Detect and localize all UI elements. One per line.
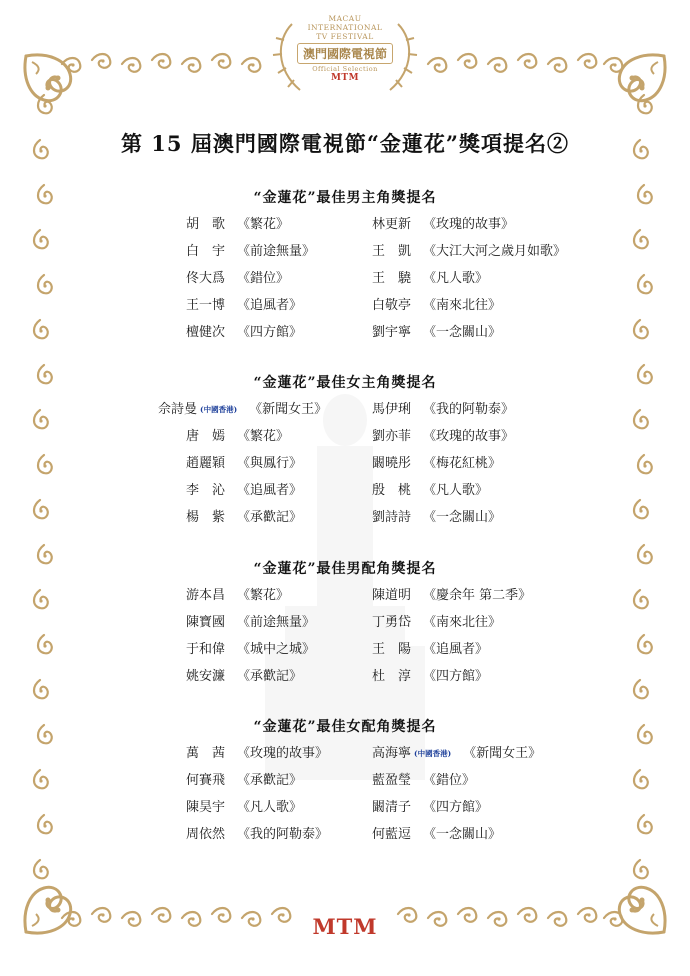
nominee-work: 《城中之城》 xyxy=(237,642,316,657)
corner-top-right xyxy=(619,55,665,101)
nominee-name: 杜 淳 xyxy=(372,669,412,684)
nominee-name: 王 驍 xyxy=(372,271,412,286)
nominee-name: 陳道明 xyxy=(372,588,412,603)
nominee-name: 佘詩曼 xyxy=(158,402,198,417)
nominee-work: 《承歡記》 xyxy=(237,773,303,788)
section-best-actor xyxy=(0,185,690,346)
table-row xyxy=(0,292,690,319)
table-row xyxy=(0,821,690,848)
nominee-name: 胡 歌 xyxy=(186,217,226,232)
nominee-name: 白 宇 xyxy=(186,244,226,259)
nominee-name: 王 陽 xyxy=(372,642,412,657)
nominee-work: 《追風者》 xyxy=(237,298,303,313)
festival-emblem xyxy=(279,14,411,98)
nominee-name: 于和偉 xyxy=(186,642,226,657)
nominee-work: 《錯位》 xyxy=(423,773,476,788)
nominee-work: 《凡人歌》 xyxy=(423,483,489,498)
section-title: “金蓮花”最佳女主角獎提名 xyxy=(253,375,437,391)
nominee-work: 《玫瑰的故事》 xyxy=(423,217,515,232)
nominee-work: 《我的阿勒泰》 xyxy=(237,827,329,842)
page-title: 第 15 屆澳門國際電視節“金蓮花”獎項提名② xyxy=(120,131,569,156)
nominee-name: 王一博 xyxy=(186,298,226,313)
nominee-work: 《凡人歌》 xyxy=(237,800,303,815)
emblem-line-1: MACAU xyxy=(328,14,362,23)
region-tag: (中國香港) xyxy=(414,749,452,758)
nominee-name: 白敬亭 xyxy=(372,298,412,313)
table-row xyxy=(0,663,690,690)
nominee-name: 何藍逗 xyxy=(372,827,412,842)
nominee-work: 《一念關山》 xyxy=(423,510,502,525)
nominee-work: 《慶余年 第二季》 xyxy=(423,588,532,603)
table-row xyxy=(0,794,690,821)
nominee-work: 《前途無量》 xyxy=(237,615,316,630)
nominee-work: 《繁花》 xyxy=(237,217,290,232)
nominee-work: 《大江大河之歲月如歌》 xyxy=(423,244,567,259)
table-row xyxy=(0,423,690,450)
section-best-supporting-actress xyxy=(0,714,690,848)
nominee-name: 藍盈瑩 xyxy=(372,773,412,788)
nominee-work: 《四方館》 xyxy=(423,669,489,684)
table-row xyxy=(0,319,690,346)
table-row xyxy=(0,477,690,504)
nominee-work: 《我的阿勒泰》 xyxy=(423,402,515,417)
nominee-work: 《南來北往》 xyxy=(423,615,502,630)
table-row xyxy=(0,636,690,663)
nominee-name: 丁勇岱 xyxy=(372,615,412,630)
section-best-supporting-actor xyxy=(0,556,690,690)
nominee-name: 萬 茜 xyxy=(186,746,226,761)
emblem-line-2: INTERNATIONAL xyxy=(307,23,383,32)
table-row xyxy=(0,265,690,292)
table-row xyxy=(0,609,690,636)
nominee-name: 楊 紫 xyxy=(186,510,226,525)
nominee-work: 《玫瑰的故事》 xyxy=(423,429,515,444)
nominee-work: 《新聞女王》 xyxy=(249,402,328,417)
nominee-name: 趙麗穎 xyxy=(186,456,226,471)
nominee-name: 檀健次 xyxy=(186,325,226,340)
emblem-mtm: MTM xyxy=(330,73,360,83)
nominee-name: 殷 桃 xyxy=(372,483,412,498)
region-tag: (中國香港) xyxy=(200,405,238,414)
section-title: “金蓮花”最佳男主角獎提名 xyxy=(253,190,437,206)
table-row xyxy=(0,504,690,531)
nominee-name: 劉宇寧 xyxy=(372,325,412,340)
nominee-name: 游本昌 xyxy=(186,588,226,603)
nominee-name: 闞曉彤 xyxy=(372,456,412,471)
nominee-work: 《新聞女王》 xyxy=(463,746,542,761)
table-row xyxy=(0,767,690,794)
section-title: “金蓮花”最佳女配角獎提名 xyxy=(253,719,437,735)
section-title: “金蓮花”最佳男配角獎提名 xyxy=(253,561,437,577)
nominee-name: 高海寧 xyxy=(372,746,412,761)
nominee-work: 《南來北往》 xyxy=(423,298,502,313)
nominee-work: 《四方館》 xyxy=(423,800,489,815)
nominee-name: 王 凱 xyxy=(372,244,412,259)
table-row xyxy=(0,396,690,423)
nominee-work: 《梅花紅桃》 xyxy=(423,456,502,471)
table-row xyxy=(0,450,690,477)
footer-logo-mtm: MTM xyxy=(312,914,378,939)
nominee-work: 《前途無量》 xyxy=(237,244,316,259)
table-row xyxy=(0,582,690,609)
nominee-name: 周依然 xyxy=(186,827,226,842)
nominee-name: 佟大爲 xyxy=(186,271,226,286)
nominee-name: 唐 嫣 xyxy=(186,429,226,444)
nominee-name: 李 沁 xyxy=(186,483,226,498)
nominee-work: 《凡人歌》 xyxy=(423,271,489,286)
nominee-work: 《承歡記》 xyxy=(237,510,303,525)
table-row xyxy=(0,211,690,238)
nominee-work: 《繁花》 xyxy=(237,588,290,603)
nominee-name: 陳寶國 xyxy=(186,615,226,630)
nominee-work: 《錯位》 xyxy=(237,271,290,286)
nominee-work: 《一念關山》 xyxy=(423,827,502,842)
section-best-actress xyxy=(0,370,690,531)
nominee-work: 《與鳳行》 xyxy=(237,456,303,471)
nominee-name: 林更新 xyxy=(372,217,412,232)
nominee-work: 《承歡記》 xyxy=(237,669,303,684)
emblem-chinese-name: 澳門國際電視節 xyxy=(297,43,393,64)
nominee-name: 何賽飛 xyxy=(186,773,226,788)
nominee-name: 姚安濂 xyxy=(186,669,226,684)
nominee-work: 《一念關山》 xyxy=(423,325,502,340)
nominee-name: 馬伊琍 xyxy=(372,402,412,417)
nominee-work: 《玫瑰的故事》 xyxy=(237,746,329,761)
emblem-line-3: TV FESTIVAL xyxy=(316,32,374,41)
nominee-name: 劉詩詩 xyxy=(372,510,412,525)
nominee-work: 《追風者》 xyxy=(423,642,489,657)
table-row xyxy=(0,740,690,767)
nominee-work: 《追風者》 xyxy=(237,483,303,498)
emblem-official: Official Selection xyxy=(312,65,378,73)
nominee-name: 陳昊宇 xyxy=(186,800,226,815)
table-row xyxy=(0,238,690,265)
nominee-work: 《繁花》 xyxy=(237,429,290,444)
nominee-name: 劉亦菲 xyxy=(372,429,412,444)
nominee-work: 《四方館》 xyxy=(237,325,303,340)
nominee-name: 闞清子 xyxy=(372,800,412,815)
